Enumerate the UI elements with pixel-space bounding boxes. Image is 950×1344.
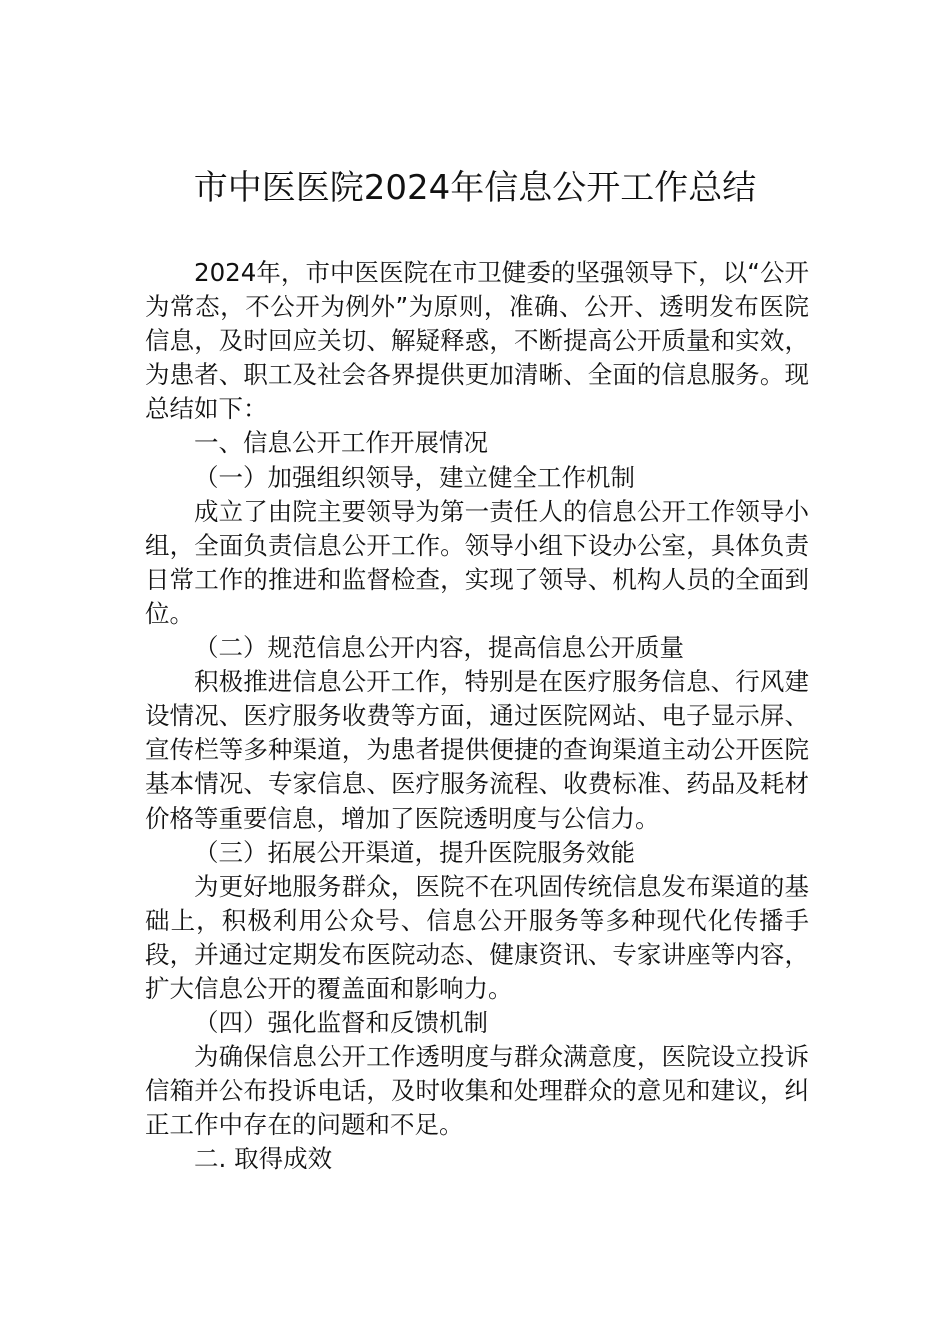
- document-body: [145, 256, 809, 1177]
- intro-paragraph: 2024年，市中医医院在市卫健委的坚强领导下，以“公开为常态，不公开为例外”为原则，准确、公开、透明发布医院信息，及时回应关切、解疑释惑，不断提高公开质量和实效，为患者、职工及社会各界提供更加清晰、全面的信息服务。现总结如下：: [145, 258, 809, 424]
- subsection-heading-3: （三）拓展公开渠道，提升医院服务效能: [194, 837, 635, 867]
- section-heading-1: 一、信息公开工作开展情况: [194, 428, 488, 458]
- subsection-paragraph-1: 成立了由院主要领导为第一责任人的信息公开工作领导小组，全面负责信息公开工作。领导小组下设办公室，具体负责日常工作的推进和监督检查，实现了领导、机构人员的全面到位。: [145, 496, 809, 628]
- subsection-paragraph-4: 为确保信息公开工作透明度与群众满意度，医院设立投诉信箱并公布投诉电话，及时收集和处理群众的意见和建议，纠正工作中存在的问题和不足。: [145, 1042, 809, 1140]
- document-title: 市中医医院2024年信息公开工作总结: [193, 168, 757, 208]
- section-heading-2: 二. 取得成效: [194, 1144, 333, 1174]
- subsection-paragraph-3: 为更好地服务群众，医院不在巩固传统信息发布渠道的基础上，积极利用公众号、信息公开服务等多种现代化传播手段，并通过定期发布医院动态、健康资讯、专家讲座等内容，扩大信息公开的覆盖面和影响力。: [145, 871, 809, 1003]
- subsection-heading-2: （二）规范信息公开内容，提高信息公开质量: [194, 633, 684, 663]
- subsection-paragraph-2: 积极推进信息公开工作，特别是在医疗服务信息、行风建设情况、医疗服务收费等方面，通过医院网站、电子显示屏、宣传栏等多种渠道，为患者提供便捷的查询渠道主动公开医院基本情况、专家信息、医疗服务流程、收费标准、药品及耗材价格等重要信息，增加了医院透明度与公信力。: [145, 667, 809, 833]
- subsection-heading-4: （四）强化监督和反馈机制: [194, 1008, 488, 1038]
- subsection-heading-1: （一）加强组织领导，建立健全工作机制: [194, 462, 635, 492]
